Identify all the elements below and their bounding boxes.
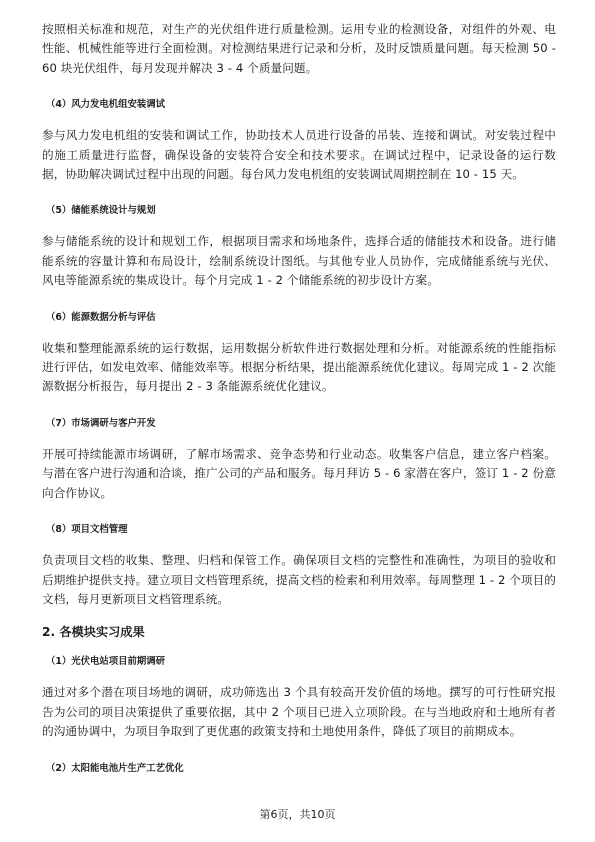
heading-market-research: （7）市场调研与客户开发 xyxy=(46,417,156,429)
page-content xyxy=(42,20,556,776)
heading-energy-storage-design: （5）储能系统设计与规划 xyxy=(46,205,156,217)
paragraph-energy-storage-design: 参与储能系统的设计和规划工作，根据项目需求和场地条件，选择合适的储能技术和设备。进行储能系统的容量计算和布局设计，绘制系统设计图纸。与其他专业人员协作，完成储能系统与光伏、风电等能源系统的集成设计。每个月完成 1 - 2 个储能系统的初步设计方案。 xyxy=(42,234,556,288)
heading-energy-data-analysis: （6）能源数据分析与评估 xyxy=(46,311,156,323)
heading-document-management: （8）项目文档管理 xyxy=(46,524,128,536)
paragraph-quality-inspection: 按照相关标准和规范，对生产的光伏组件进行质量检测。运用专业的检测设备，对组件的外观、电性能、机械性能等进行全面检测。对检测结果进行记录和分析，及时反馈质量问题。每天检测 50 - 60 块光伏组件，每月发现并解决 3 - 4 个质量问题。 xyxy=(42,22,556,75)
paragraph-wind-turbine-installation: 参与风力发电机组的安装和调试工作，协助技术人员进行设备的吊装、连接和调试。对安装过程中的施工质量进行监督，确保设备的安装符合安全和技术要求。在调试过程中，记录设备的运行数据，协助解决调试过程中出现的问题。每台风力发电机组的安装调试周期控制在 10 - 15 天。 xyxy=(42,128,556,182)
section-title-internship-results: 2. 各模块实习成果 xyxy=(42,625,145,640)
paragraph-pv-plant-survey: 通过对多个潜在项目场地的调研，成功筛选出 3 个具有较高开发价值的场地。撰写的可行性研究报告为公司的项目决策提供了重要依据，其中 2 个项目已进入立项阶段。在与当地政府和土地所有者的沟通协调中，为项目争取到了更优惠的政策支持和土地使用条件，降低了项目的前期成本。 xyxy=(42,685,556,739)
heading-pv-plant-survey: （1）光伏电站项目前期调研 xyxy=(46,656,166,668)
paragraph-energy-data-analysis: 收集和整理能源系统的运行数据，运用数据分析软件进行数据处理和分析。对能源系统的性能指标进行评估，如发电效率、储能效率等。根据分析结果，提出能源系统优化建议。每周完成 1 - 2 次能源数据分析报告，每月提出 2 - 3 条能源系统优化建议。 xyxy=(42,340,556,394)
paragraph-market-research: 开展可持续能源市场调研，了解市场需求、竞争态势和行业动态。收集客户信息，建立客户档案。与潜在客户进行沟通和洽谈，推广公司的产品和服务。每月拜访 5 - 6 家潜在客户，签订 1 - 2 份意向合作协议。 xyxy=(42,446,556,500)
paragraph-document-management: 负责项目文档的收集、整理、归档和保管工作。确保项目文档的完整性和准确性，为项目的验收和后期维护提供支持。建立项目文档管理系统，提高文档的检索和利用效率。每周整理 1 - 2 个项目的文档，每月更新项目文档管理系统。 xyxy=(42,553,556,606)
heading-solar-cell-process: （2）太阳能电池片生产工艺优化 xyxy=(46,762,184,774)
page-number-footer: 第6页，共10页 xyxy=(259,808,336,821)
heading-wind-turbine-installation: （4）风力发电机组安装调试 xyxy=(46,99,166,111)
